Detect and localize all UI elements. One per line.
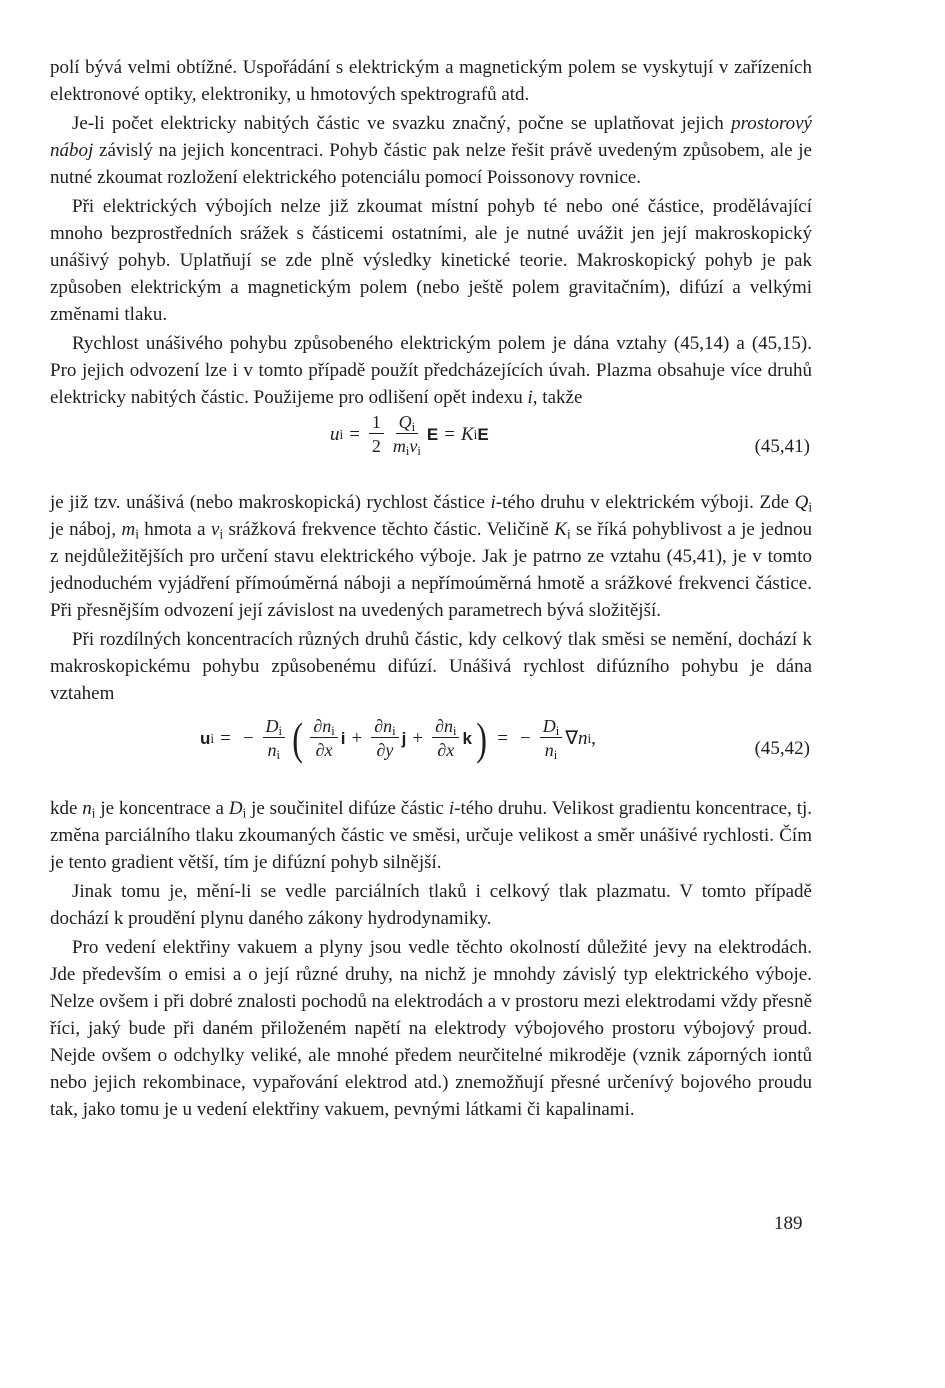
inline-symbol: m [121, 519, 136, 540]
frac-num [396, 411, 419, 434]
eq-sign: − [520, 728, 531, 749]
eq-symbol: n [322, 716, 332, 736]
index-symbol: i [448, 798, 455, 819]
inline-symbol: n [82, 798, 92, 819]
eq-symbol: x [324, 740, 333, 760]
eq-symbol: y [385, 740, 394, 760]
eq-subscript: i [392, 724, 396, 739]
text-run: -tého druhu. Velikost gradientu koncentrace, tj. změna parciálního tlaku zkoumaných částic ve směsi, určuje velikost a směr unášivé rychlosti. Čím je tento gradient větší, tím je difúzní pohyb silnější. [50, 798, 813, 873]
frac-den [390, 434, 424, 458]
eq-paren: ( [292, 712, 304, 764]
eq-symbol: m [392, 436, 406, 456]
eq-subscript: i [278, 724, 283, 739]
eq-fraction [540, 715, 563, 762]
eq-sign: − [242, 728, 254, 749]
eq-symbol: x [446, 740, 455, 760]
paragraph-4 [50, 330, 812, 411]
eq-sign: = [444, 424, 455, 445]
eq-fraction [263, 715, 286, 762]
eq-symbol: ∂ [313, 716, 323, 736]
eq-subscript: i [553, 748, 558, 763]
eq-sign: + [412, 728, 424, 749]
inline-symbol: Q [794, 492, 809, 513]
text-run: srážková frekvence těchto částic. Veličině [223, 519, 555, 540]
eq-symbol: K [460, 424, 474, 445]
paragraph-1: polí bývá velmi obtížné. Uspořádání s elektrickým a magnetickým polem se vyskytují v zařízeních elektronové optiky, elektroniky, u hmotových spektrografů atd. [50, 57, 812, 105]
page-number: 189 [774, 1213, 803, 1234]
equation-body: u i = − $\frac{D_i}{n_i}$ ( $\frac{\partial n_i}{\partial x}$ i + $\frac{\partial n_i}{\partial y}$ j + $\frac{\partial n_i}{\partial x}$ k ) = − $\frac{D_i}{n_i}$ ∇ n i , [200, 712, 596, 764]
text-run: se říká pohyblivost a je jednou z nejdůležitějších pro určení stavu elektrického výboje. Jak je patrno ze vztahu (45,41), je v tomto jednoduchém vyjádření přímoúměrná náboji a nepřímoúměrná hmotě a srážkové frekvenci částice. Při přesnějším odvození její závislost na uvedených parametrech bývá složitější. [50, 519, 812, 621]
text-run: kde [50, 798, 83, 819]
eq-symbol: ∂ [435, 716, 444, 736]
eq-symbol: D [542, 716, 556, 736]
frac-den [373, 738, 396, 762]
inline-subscript: i [566, 526, 571, 542]
eq-fraction [369, 411, 384, 458]
text-run: je součinitel difúze částic [246, 798, 449, 819]
equation-number: (45,41) [754, 436, 810, 457]
frac-num [432, 715, 459, 738]
text-run: závislý na jejich koncentraci. Pohyb částic pak nelze řešit právě uvedeným způsobem, ale je nutné zkoumat rozložení elektrického potenciálu pomocí Poissonovy rovnice. [50, 140, 812, 188]
eq-sign: + [351, 728, 363, 749]
equation-45-42 [50, 709, 812, 791]
eq-vector: E [426, 425, 439, 444]
paragraph-5 [50, 489, 812, 624]
eq-subscript: i [405, 444, 410, 459]
eq-subscript: i [452, 724, 457, 739]
inline-subscript: i [808, 499, 813, 515]
eq-vector: E [477, 425, 489, 444]
eq-vector: i [340, 729, 346, 748]
eq-punct: , [591, 728, 596, 749]
eq-symbol: v [409, 436, 418, 456]
index-symbol: i [527, 387, 533, 408]
frac-num: 1 [369, 411, 384, 434]
eq-symbol: ∂ [376, 740, 386, 760]
eq-symbol: ∂ [437, 740, 447, 760]
frac-num [263, 715, 286, 738]
paragraph-2 [50, 110, 812, 191]
text-run: , takže [532, 387, 583, 408]
equation-45-41 [50, 411, 812, 485]
eq-symbol: D [265, 716, 279, 736]
text-run: -tého druhu v elektrickém výboji. Zde [495, 492, 795, 513]
emphasis-term: prostorový náboj [50, 113, 812, 161]
eq-fraction [432, 715, 459, 762]
eq-symbol: ∂ [315, 740, 325, 760]
frac-num [310, 715, 337, 738]
equation-body: u i = $\frac{1}{2}$ $\frac{Q_i}{m_iv_i}$ E = K i E [330, 412, 489, 459]
frac-den [265, 738, 284, 762]
eq-fraction [371, 715, 398, 762]
body-text [50, 54, 812, 1125]
text-run: Rychlost unášivého pohybu způsobeného elektrickým polem je dána vztahy (45,14) a (45,15). Pro jejich odvození lze i v tomto případě použít předcházejících úvah. Plazma obsahuje více druhů elektricky nabitých částic. Použijeme pro odlišení opět indexu [50, 333, 812, 408]
eq-subscript: i [331, 724, 335, 739]
eq-symbol: ∇ [565, 728, 578, 749]
eq-symbol: n [577, 728, 588, 749]
paragraph-7 [50, 795, 812, 876]
eq-symbol: n [383, 716, 393, 736]
frac-den [542, 738, 561, 762]
equation-number: (45,42) [754, 738, 810, 759]
eq-sign: = [349, 424, 360, 445]
eq-vector: j [401, 729, 407, 748]
eq-vector: k [462, 729, 472, 748]
frac-den [313, 738, 336, 762]
eq-subscript: i [411, 420, 416, 435]
inline-subscript: i [219, 526, 224, 542]
text-run: je již tzv. unášivá (nebo makroskopická) rychlost částice [50, 492, 491, 513]
frac-num [540, 715, 563, 738]
paragraph-3: Při elektrických výbojích nelze již zkoumat místní pohyb té nebo oné částice, prodělávající mnoho bezprostředních srážek s částicemi ostatními, ale je nutné uvážit jen její makroskopický unášivý pohyb. Uplatňují se zde plně výsledky kinetické teorie. Makroskopický pohyb je pak způsoben elektrickým a magnetickým polem (nebo ještě polem gravitačním), difúzí a velkými změnami tlaku. [50, 196, 812, 325]
inline-symbol: K [554, 519, 567, 540]
inline-subscript: i [242, 805, 247, 821]
inline-symbol: D [228, 798, 243, 819]
eq-subscript: i [417, 444, 421, 459]
paragraph-6: Při rozdílných koncentracích různých druhů částic, kdy celkový tlak směsi se nemění, dochází k makroskopickému pohybu způsobenému difúzí. Unášivá rychlost difúzního pohybu je dána vztahem [50, 629, 812, 704]
eq-sign: = [220, 728, 231, 749]
paragraph-9: Pro vedení elektřiny vakuem a plyny jsou vedle těchto okolností důležité jevy na elektrodách. Jde především o emisi a o její různé druhy, na nichž je mnohdy závislý typ elektrického výboje. Nelze ovšem i při dobré znalosti pochodů na elektrodách a v prostoru mezi elektrodami vždy přesně říci, jaký bude při daném přiloženém napětí na elektrody výbojového prostoru výbojový proud. Nejde ovšem o odchylky veliké, ale mnohé předem neurčitelné mikroděje (vznik záporných iontů nebo jejich rekombinace, vypařování elektrod atd.) znemožňují přesné určenívý bojového proudu tak, jako tomu je u vedení elektřiny vakuem, pevnými látkami či kapalinami. [50, 937, 812, 1120]
text-run: Je-li počet elektricky nabitých částic ve svazku značný, počne se uplatňovat jejich [72, 113, 732, 134]
eq-vector: u [200, 729, 211, 748]
eq-subscript: i [276, 748, 281, 763]
eq-sign: = [497, 728, 508, 749]
eq-symbol: Q [398, 412, 412, 432]
index-symbol: i [490, 492, 496, 513]
eq-symbol: n [267, 740, 277, 760]
paragraph-8: Jinak tomu je, mění-li se vedle parciálních tlaků i celkový tlak plazmatu. V tomto případě dochází k proudění plynu daného zákony hydrodynamiky. [50, 881, 812, 929]
eq-symbol: n [443, 716, 453, 736]
text-run: je koncentrace a [95, 798, 229, 819]
inline-subscript: i [91, 805, 96, 821]
eq-symbol: u [330, 424, 340, 445]
frac-num [371, 715, 398, 738]
eq-fraction [310, 715, 337, 762]
eq-symbol: n [544, 740, 554, 760]
frac-den: 2 [371, 436, 381, 456]
eq-paren: ) [476, 712, 487, 764]
frac-den [434, 738, 457, 762]
eq-symbol: ∂ [374, 716, 384, 736]
text-run: je náboj, [50, 519, 122, 540]
inline-subscript: i [135, 526, 139, 542]
eq-fraction [390, 411, 424, 458]
text-run: hmota a [138, 519, 212, 540]
eq-subscript: i [555, 724, 560, 739]
inline-symbol: v [211, 519, 220, 540]
